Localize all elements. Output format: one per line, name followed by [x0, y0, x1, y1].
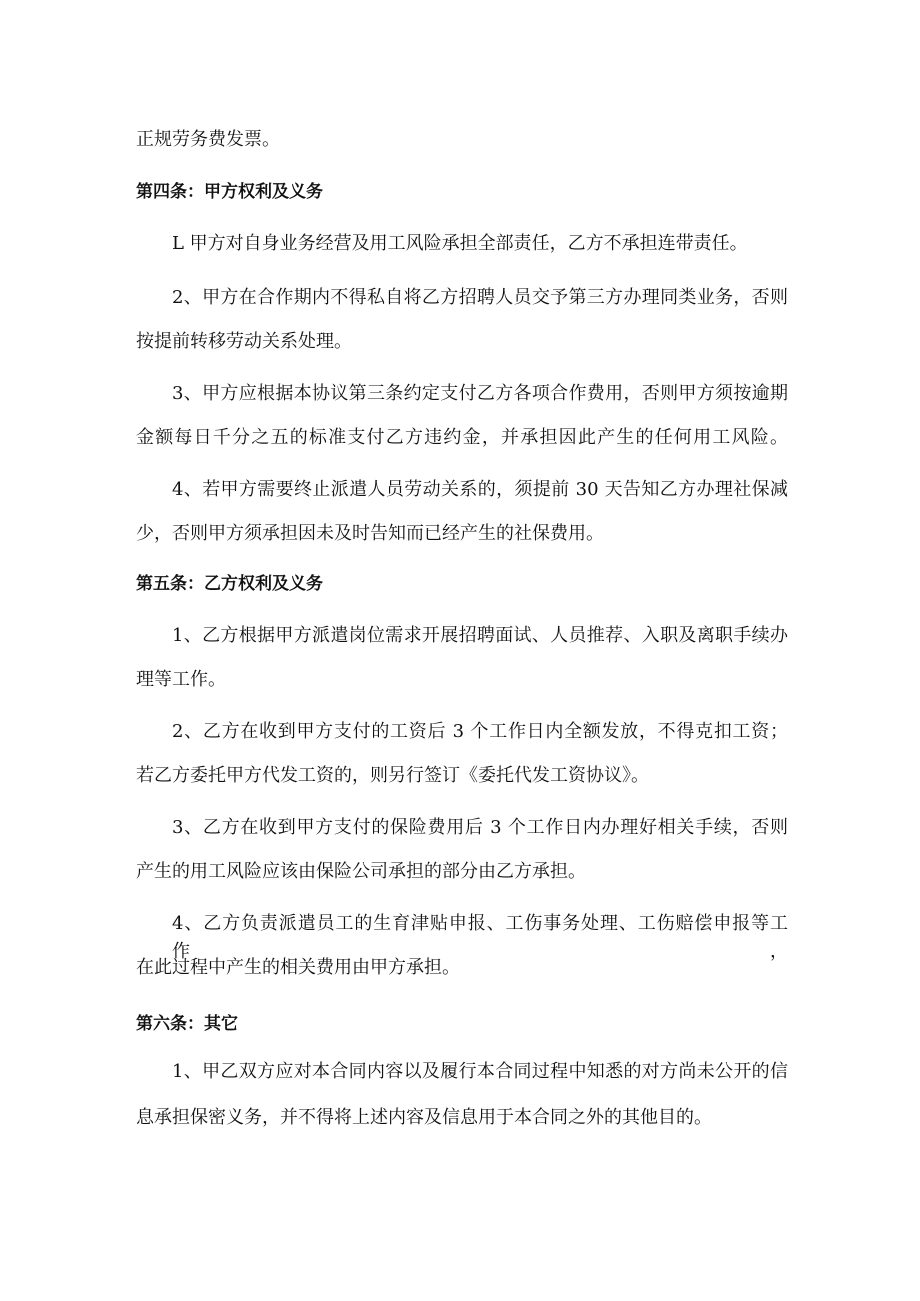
- section5-clause4-line2: 在此过程中产生的相关费用由甲方承担。: [136, 957, 460, 978]
- section5-clause2-line1: 2、乙方在收到甲方支付的工资后 3 个工作日内全额发放，不得克扣工资；: [172, 721, 788, 742]
- continuation-line: 正规劳务费发票。: [136, 129, 280, 150]
- section5-clause4-line1: 4、乙方负责派遣员工的生育津贴申报、工伤事务处理、工伤赔偿申报等工作，: [172, 913, 788, 962]
- section5-clause2-line2: 若乙方委托甲方代发工资的，则另行签订《委托代发工资协议》。: [136, 765, 649, 786]
- section5-clause3-line1: 3、乙方在收到甲方支付的保险费用后 3 个工作日内办理好相关手续，否则: [172, 817, 788, 838]
- section6-clause1-line2: 息承担保密义务，并不得将上述内容及信息用于本合同之外的其他目的。: [136, 1107, 712, 1128]
- section4-clause1: L 甲方对自身业务经营及用工风险承担全部责任，乙方不承担连带责任。: [172, 233, 748, 254]
- section4-clause3-line2: 金额每日千分之五的标准支付乙方违约金，并承担因此产生的任何用工风险。: [136, 427, 788, 448]
- section4-clause2-line1: 2、甲方在合作期内不得私自将乙方招聘人员交予第三方办理同类业务，否则: [172, 287, 788, 308]
- section6-clause1-line1: 1、甲乙双方应对本合同内容以及履行本合同过程中知悉的对方尚未公开的信: [172, 1061, 788, 1082]
- section4-clause3-line1: 3、甲方应根据本协议第三条约定支付乙方各项合作费用，否则甲方须按逾期: [172, 383, 788, 404]
- section4-heading: 第四条：甲方权利及义务: [136, 182, 323, 202]
- section4-clause4-line2: 少，否则甲方须承担因未及时告知而已经产生的社保费用。: [136, 523, 604, 544]
- section4-clause4-line1: 4、若甲方需要终止派遣人员劳动关系的，须提前 30 天告知乙方办理社保减: [172, 479, 788, 500]
- section5-clause3-line2: 产生的用工风险应该由保险公司承担的部分由乙方承担。: [136, 861, 586, 882]
- section5-clause1-line2: 理等工作。: [136, 669, 226, 690]
- section5-heading: 第五条：乙方权利及义务: [136, 574, 323, 594]
- section4-clause2-line2: 按提前转移劳动关系处理。: [136, 331, 352, 352]
- section6-heading: 第六条：其它: [136, 1014, 238, 1034]
- section5-clause1-line1: 1、乙方根据甲方派遣岗位需求开展招聘面试、人员推荐、入职及离职手续办: [172, 625, 788, 646]
